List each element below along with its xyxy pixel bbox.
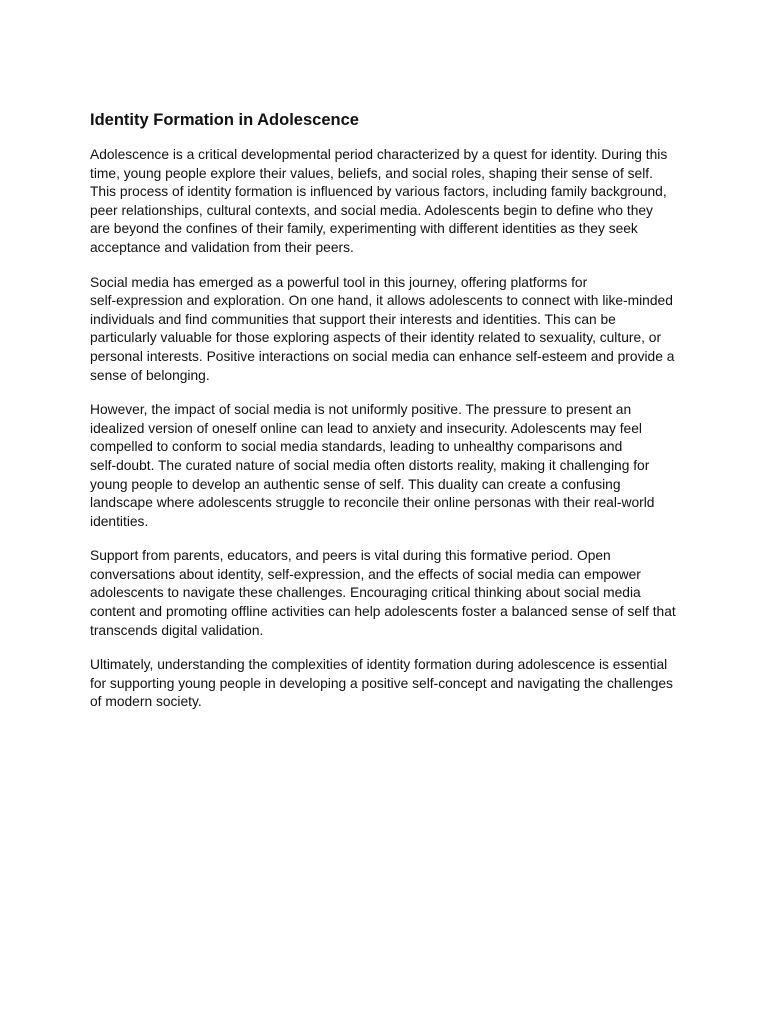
body-paragraph <box>90 274 680 386</box>
document-title: Identity Formation in Adolescence <box>90 111 359 129</box>
body-paragraph <box>90 547 680 640</box>
paragraph-line: conversations about identity, self-expression, and the effects of social media can empower <box>90 566 641 582</box>
paragraph-line: particularly valuable for those exploring aspects of their identity related to sexuality, culture, or <box>90 330 662 346</box>
paragraph-line: transcends digital validation. <box>90 622 264 638</box>
paragraph-line: sense of belonging. <box>90 367 210 383</box>
paragraph-line: individuals and find communities that support their interests and identities. This can be <box>90 311 616 327</box>
paragraph-line: acceptance and validation from their peers. <box>90 239 354 255</box>
paragraph-line: are beyond the confines of their family, experimenting with different identities as they seek <box>90 221 638 237</box>
paragraph-line: content and promoting offline activities can help adolescents foster a balanced sense of self that <box>90 604 676 620</box>
paragraph-line: compelled to conform to social media standards, leading to unhealthy comparisons and <box>90 439 623 455</box>
paragraph-line: peer relationships, cultural contexts, and social media. Adolescents begin to define who they <box>90 202 653 218</box>
paragraph-line: young people to develop an authentic sense of self. This duality can create a confusing <box>90 476 621 492</box>
paragraph-list <box>90 146 680 712</box>
paragraph-line: landscape where adolescents struggle to reconcile their online personas with their real-world <box>90 495 655 511</box>
paragraph-line: personal interests. Positive interactions on social media can enhance self-esteem and provide a <box>90 348 675 364</box>
paragraph-line: identities. <box>90 513 149 529</box>
paragraph-line: self-doubt. The curated nature of social media often distorts reality, making it challenging for <box>90 457 650 473</box>
paragraph-line: This process of identity formation is influenced by various factors, including family background, <box>90 184 667 200</box>
paragraph-line: adolescents to navigate these challenges. Encouraging critical thinking about social media <box>90 585 641 601</box>
body-paragraph <box>90 401 680 531</box>
paragraph-line: idealized version of oneself online can lead to anxiety and insecurity. Adolescents may feel <box>90 420 642 436</box>
paragraph-line: Social media has emerged as a powerful tool in this journey, offering platforms for <box>90 274 588 290</box>
document-body <box>90 110 680 728</box>
paragraph-line: Ultimately, understanding the complexities of identity formation during adolescence is essential <box>90 657 668 673</box>
paragraph-line: However, the impact of social media is not uniformly positive. The pressure to present an <box>90 402 632 418</box>
body-paragraph <box>90 146 680 258</box>
paragraph-line: for supporting young people in developing a positive self-concept and navigating the challenges <box>90 675 673 691</box>
paragraph-line: Adolescence is a critical developmental period characterized by a quest for identity. During this <box>90 147 668 162</box>
body-paragraph <box>90 656 680 712</box>
paragraph-line: time, young people explore their values, beliefs, and social roles, shaping their sense of self. <box>90 165 653 181</box>
paragraph-line: self-expression and exploration. On one hand, it allows adolescents to connect with like-minded <box>90 293 673 309</box>
paragraph-line: Support from parents, educators, and peers is vital during this formative period. Open <box>90 548 611 564</box>
paragraph-line: of modern society. <box>90 694 202 710</box>
